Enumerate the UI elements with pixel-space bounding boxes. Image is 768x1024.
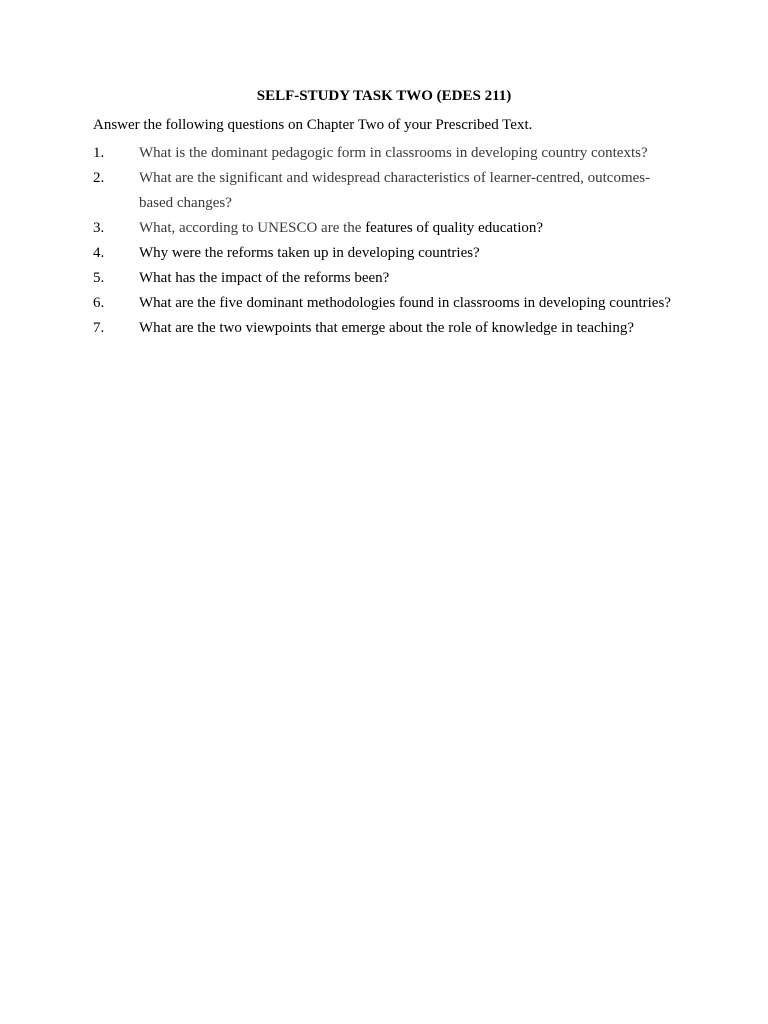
question-item-6: [93, 291, 675, 316]
question-text-part: What, according to UNESCO are the: [139, 220, 366, 236]
question-item-1: [93, 141, 675, 166]
question-number: 6.: [93, 295, 105, 311]
question-list: [93, 141, 675, 341]
question-text: [139, 216, 675, 241]
question-text: What has the impact of the reforms been?: [139, 270, 390, 286]
question-number: 7.: [93, 320, 105, 336]
question-item-4: [93, 241, 675, 266]
question-number: 5.: [93, 270, 105, 286]
question-number: 4.: [93, 245, 105, 261]
question-text: What are the five dominant methodologies found in classrooms in developing countries?: [139, 295, 671, 311]
question-text-part: features of quality education?: [365, 220, 544, 236]
question-number: 1.: [93, 145, 105, 161]
question-item-2: [93, 166, 675, 216]
question-item-7: [93, 316, 675, 341]
question-number: 3.: [93, 220, 105, 236]
document-title: SELF-STUDY TASK TWO (EDES 211): [256, 88, 512, 104]
question-item-5: [93, 266, 675, 291]
question-text: What are the significant and widespread characteristics of learner-centred, outcomes-based changes?: [139, 170, 651, 211]
question-text: Why were the reforms taken up in developing countries?: [139, 245, 480, 261]
question-item-3: [93, 216, 675, 241]
question-text: What is the dominant pedagogic form in classrooms in developing country contexts?: [139, 145, 648, 161]
instructions-text: Answer the following questions on Chapter Two of your Prescribed Text.: [93, 117, 533, 133]
question-text: What are the two viewpoints that emerge about the role of knowledge in teaching?: [139, 320, 634, 336]
question-number: 2.: [93, 170, 105, 186]
